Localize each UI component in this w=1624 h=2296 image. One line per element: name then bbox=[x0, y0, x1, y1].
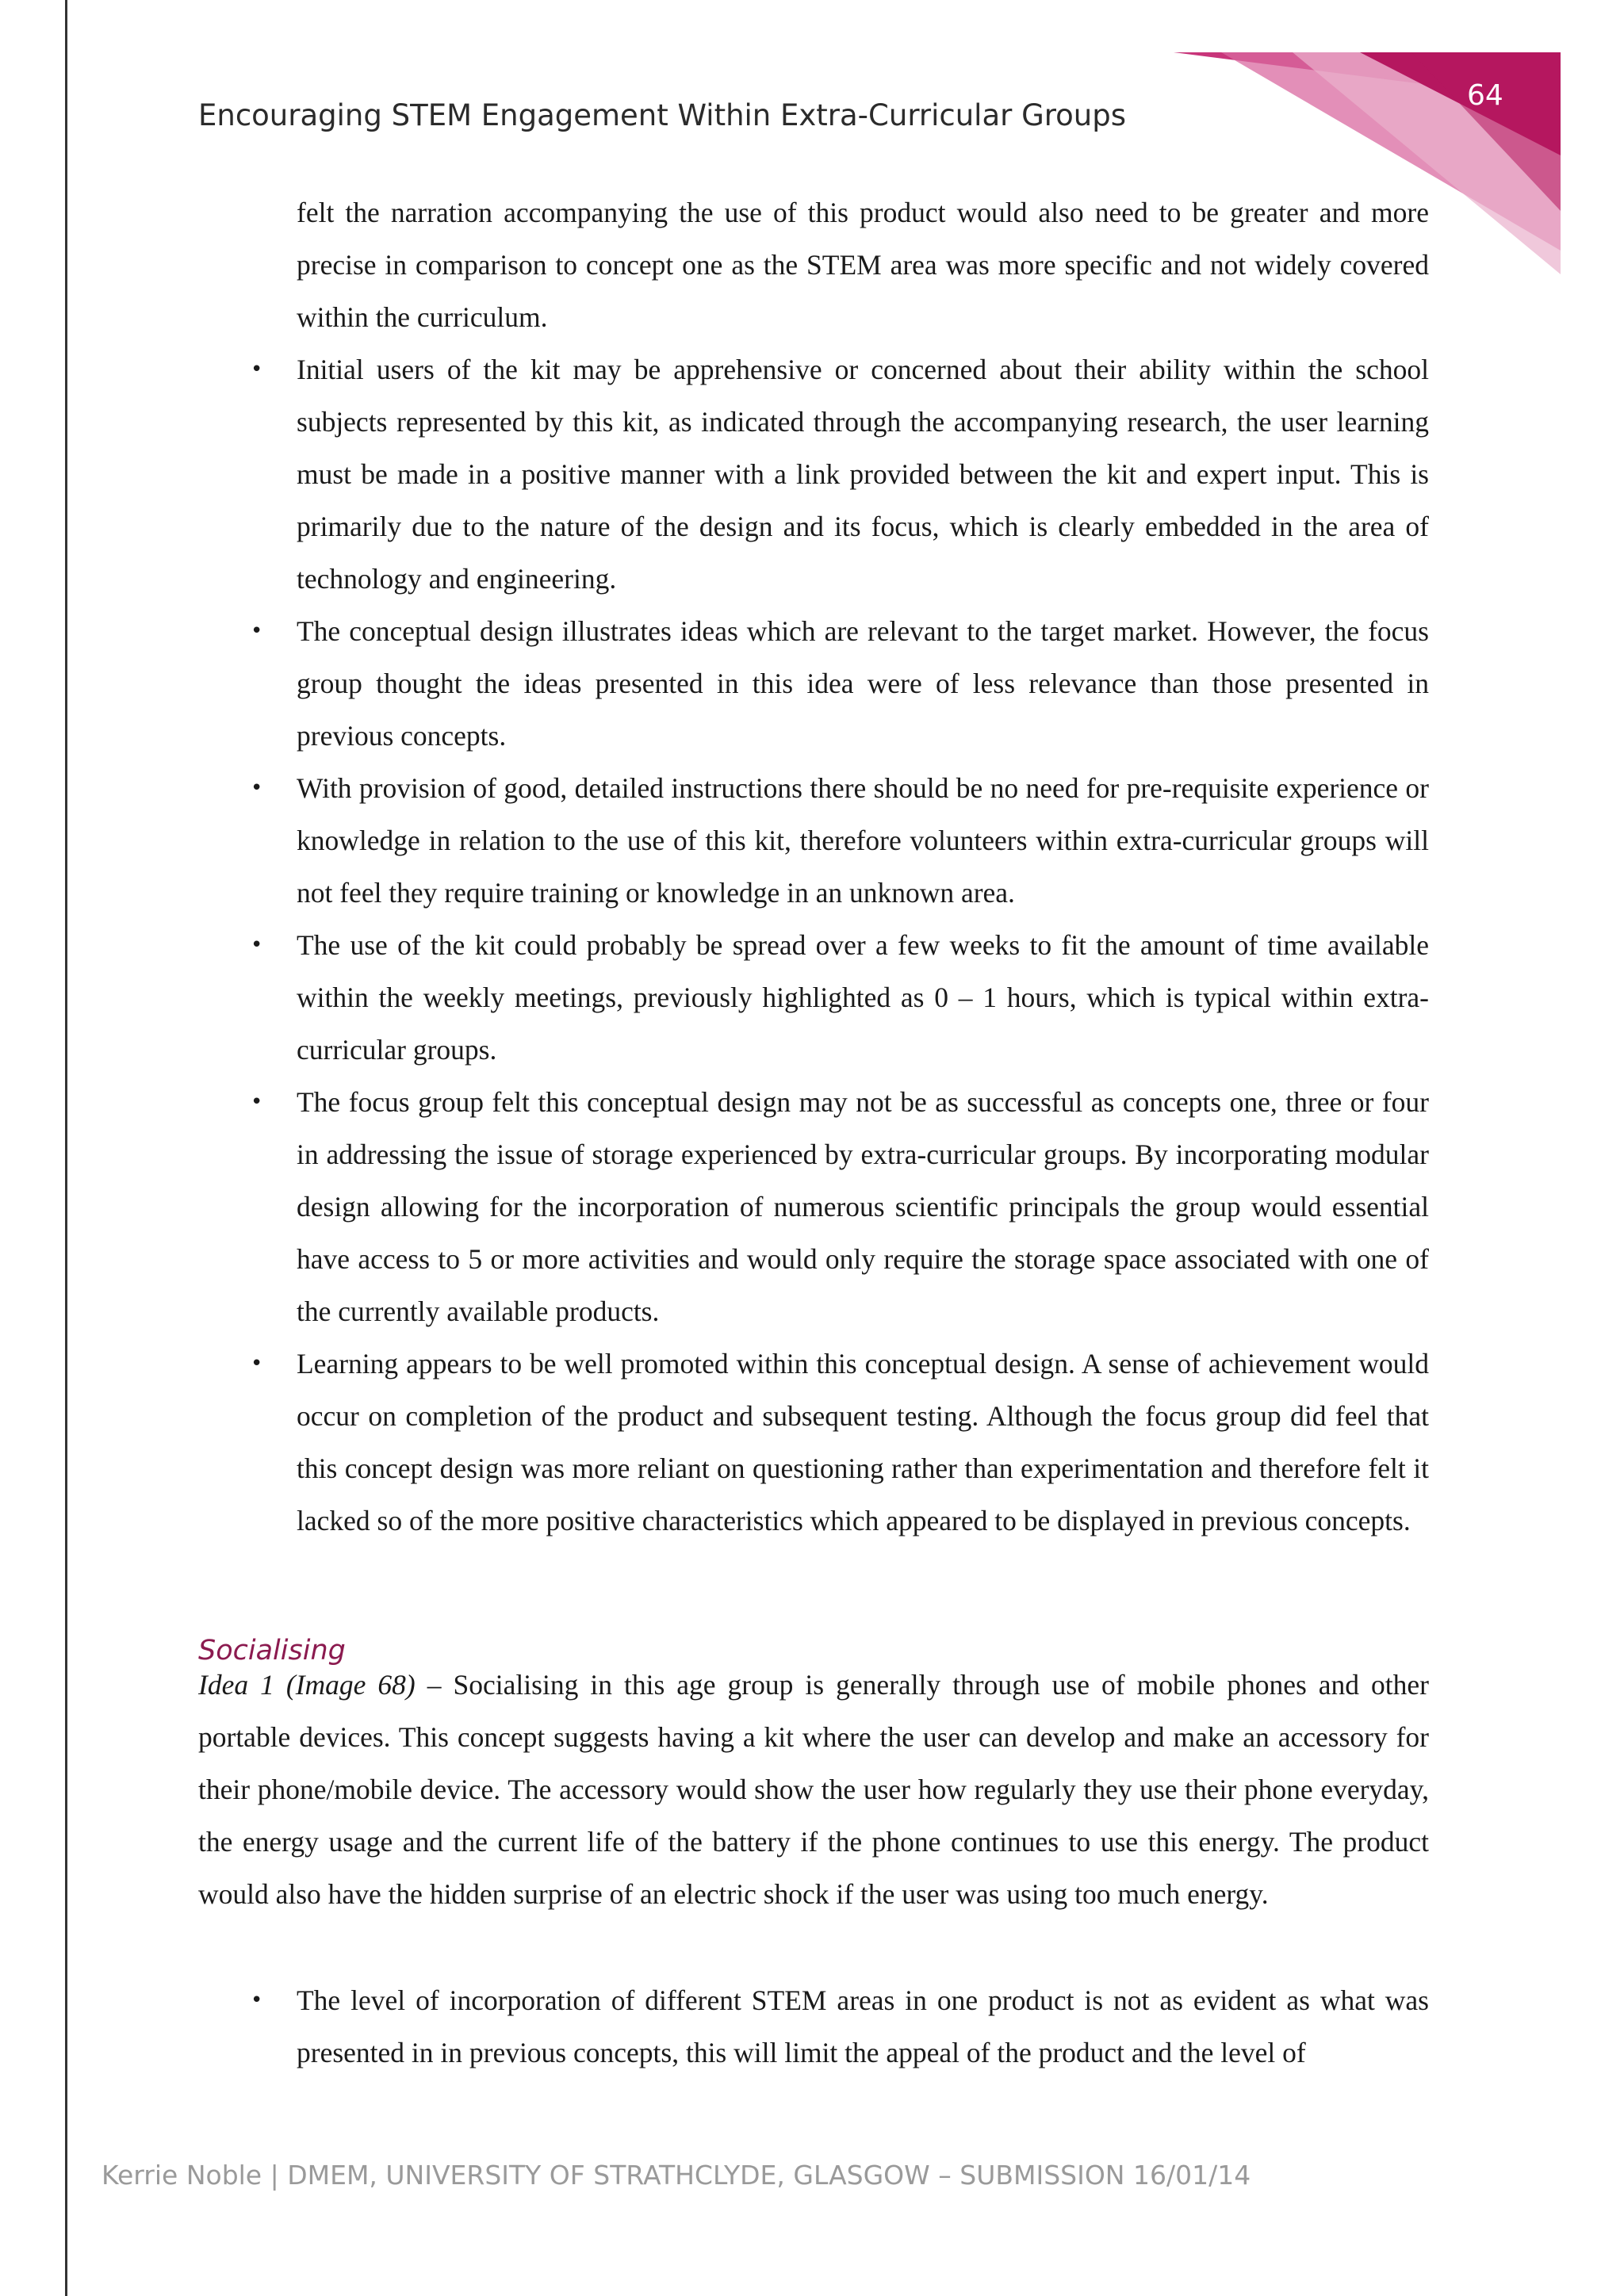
bullet-marker: • bbox=[251, 1090, 263, 1114]
list-item bbox=[198, 1337, 1429, 1547]
list-item bbox=[198, 605, 1429, 762]
list-item bbox=[198, 919, 1429, 1076]
list-item bbox=[198, 1974, 1429, 2079]
list-item bbox=[198, 1076, 1429, 1337]
bullet-marker: • bbox=[251, 776, 263, 800]
bullet-marker: • bbox=[251, 1988, 263, 2012]
section-heading: Socialising bbox=[198, 1635, 346, 1667]
list-item-text: Learning appears to be well promoted within this conceptual design. A sense of achievement would occur on completion of the product and subsequent testing. Although the focus group did feel that this concept design was more reliant on questioning rather than experimentation and therefore felt it lacked so of the more positive characteristics which appeared to be displayed in previous concepts. bbox=[297, 1348, 1429, 1536]
bullet-marker: • bbox=[251, 358, 263, 381]
idea-text: – Socialising in this age group is generally through use of mobile phones and other portable devices. This concept suggests having a kit where the user can develop and make an accessory for their phone/mobile device. The accessory would show the user how regularly they use their phone everyday, the energy usage and the current life of the battery if the phone continues to use this energy. The product would also have the hidden surprise of an electric shock if the user was using too much energy. bbox=[198, 1669, 1430, 1910]
list-item bbox=[198, 762, 1429, 919]
page-footer: Kerrie Noble | DMEM, UNIVERSITY OF STRATHCLYDE, GLASGOW – SUBMISSION 16/01/14 bbox=[102, 2160, 1251, 2191]
bullet-list-second bbox=[198, 1974, 1429, 2079]
idea-paragraph bbox=[198, 1659, 1429, 1920]
continuation-text: felt the narration accompanying the use of this product would also need to be greater and more precise in comparison to concept one as the STEM area was more specific and not widely covered within the curriculum. bbox=[297, 197, 1429, 333]
bullet-marker: • bbox=[251, 619, 263, 643]
list-item-text: The use of the kit could probably be spread over a few weeks to fit the amount of time available within the weekly meetings, previously highlighted as 0 – 1 hours, which is typical within extra-curricular groups. bbox=[297, 929, 1429, 1066]
list-item-text: The level of incorporation of different STEM areas in one product is not as evident as what was presented in in previous concepts, this will limit the appeal of the product and the level of bbox=[297, 1984, 1429, 2068]
bullet-marker: • bbox=[251, 1352, 263, 1376]
bullet-list bbox=[198, 186, 1429, 1547]
list-item-text: The conceptual design illustrates ideas which are relevant to the target market. However, the focus group thought the ideas presented in this idea were of less relevance than those presented in previous concepts. bbox=[297, 615, 1429, 752]
list-item-text: The focus group felt this conceptual design may not be as successful as concepts one, three or four in addressing the issue of storage experienced by extra-curricular groups. By incorporating modular design allowing for the incorporation of numerous scientific principals the group would essential have access to 5 or more activities and would only require the storage space associated with one of the currently available products. bbox=[297, 1086, 1429, 1327]
idea-label: Idea 1 (Image 68) bbox=[198, 1669, 416, 1701]
left-margin-rule bbox=[65, 0, 67, 2296]
continuation-paragraph bbox=[198, 186, 1429, 343]
bullet-marker: • bbox=[251, 933, 263, 957]
list-item-text: With provision of good, detailed instructions there should be no need for pre-requisite experience or knowledge in relation to the use of this kit, therefore volunteers within extra-curricular groups will not feel they require training or knowledge in an unknown area. bbox=[297, 772, 1429, 909]
list-item-text: Initial users of the kit may be apprehensive or concerned about their ability within the school subjects represented by this kit, as indicated through the accompanying research, the user learning must be made in a positive manner with a link provided between the kit and expert input. This is primarily due to the nature of the design and its focus, which is clearly embedded in the area of technology and engineering. bbox=[297, 354, 1429, 595]
running-header-title: Encouraging STEM Engagement Within Extra-Curricular Groups bbox=[198, 98, 1127, 132]
page-number: 64 bbox=[1467, 79, 1503, 112]
list-item bbox=[198, 343, 1429, 605]
